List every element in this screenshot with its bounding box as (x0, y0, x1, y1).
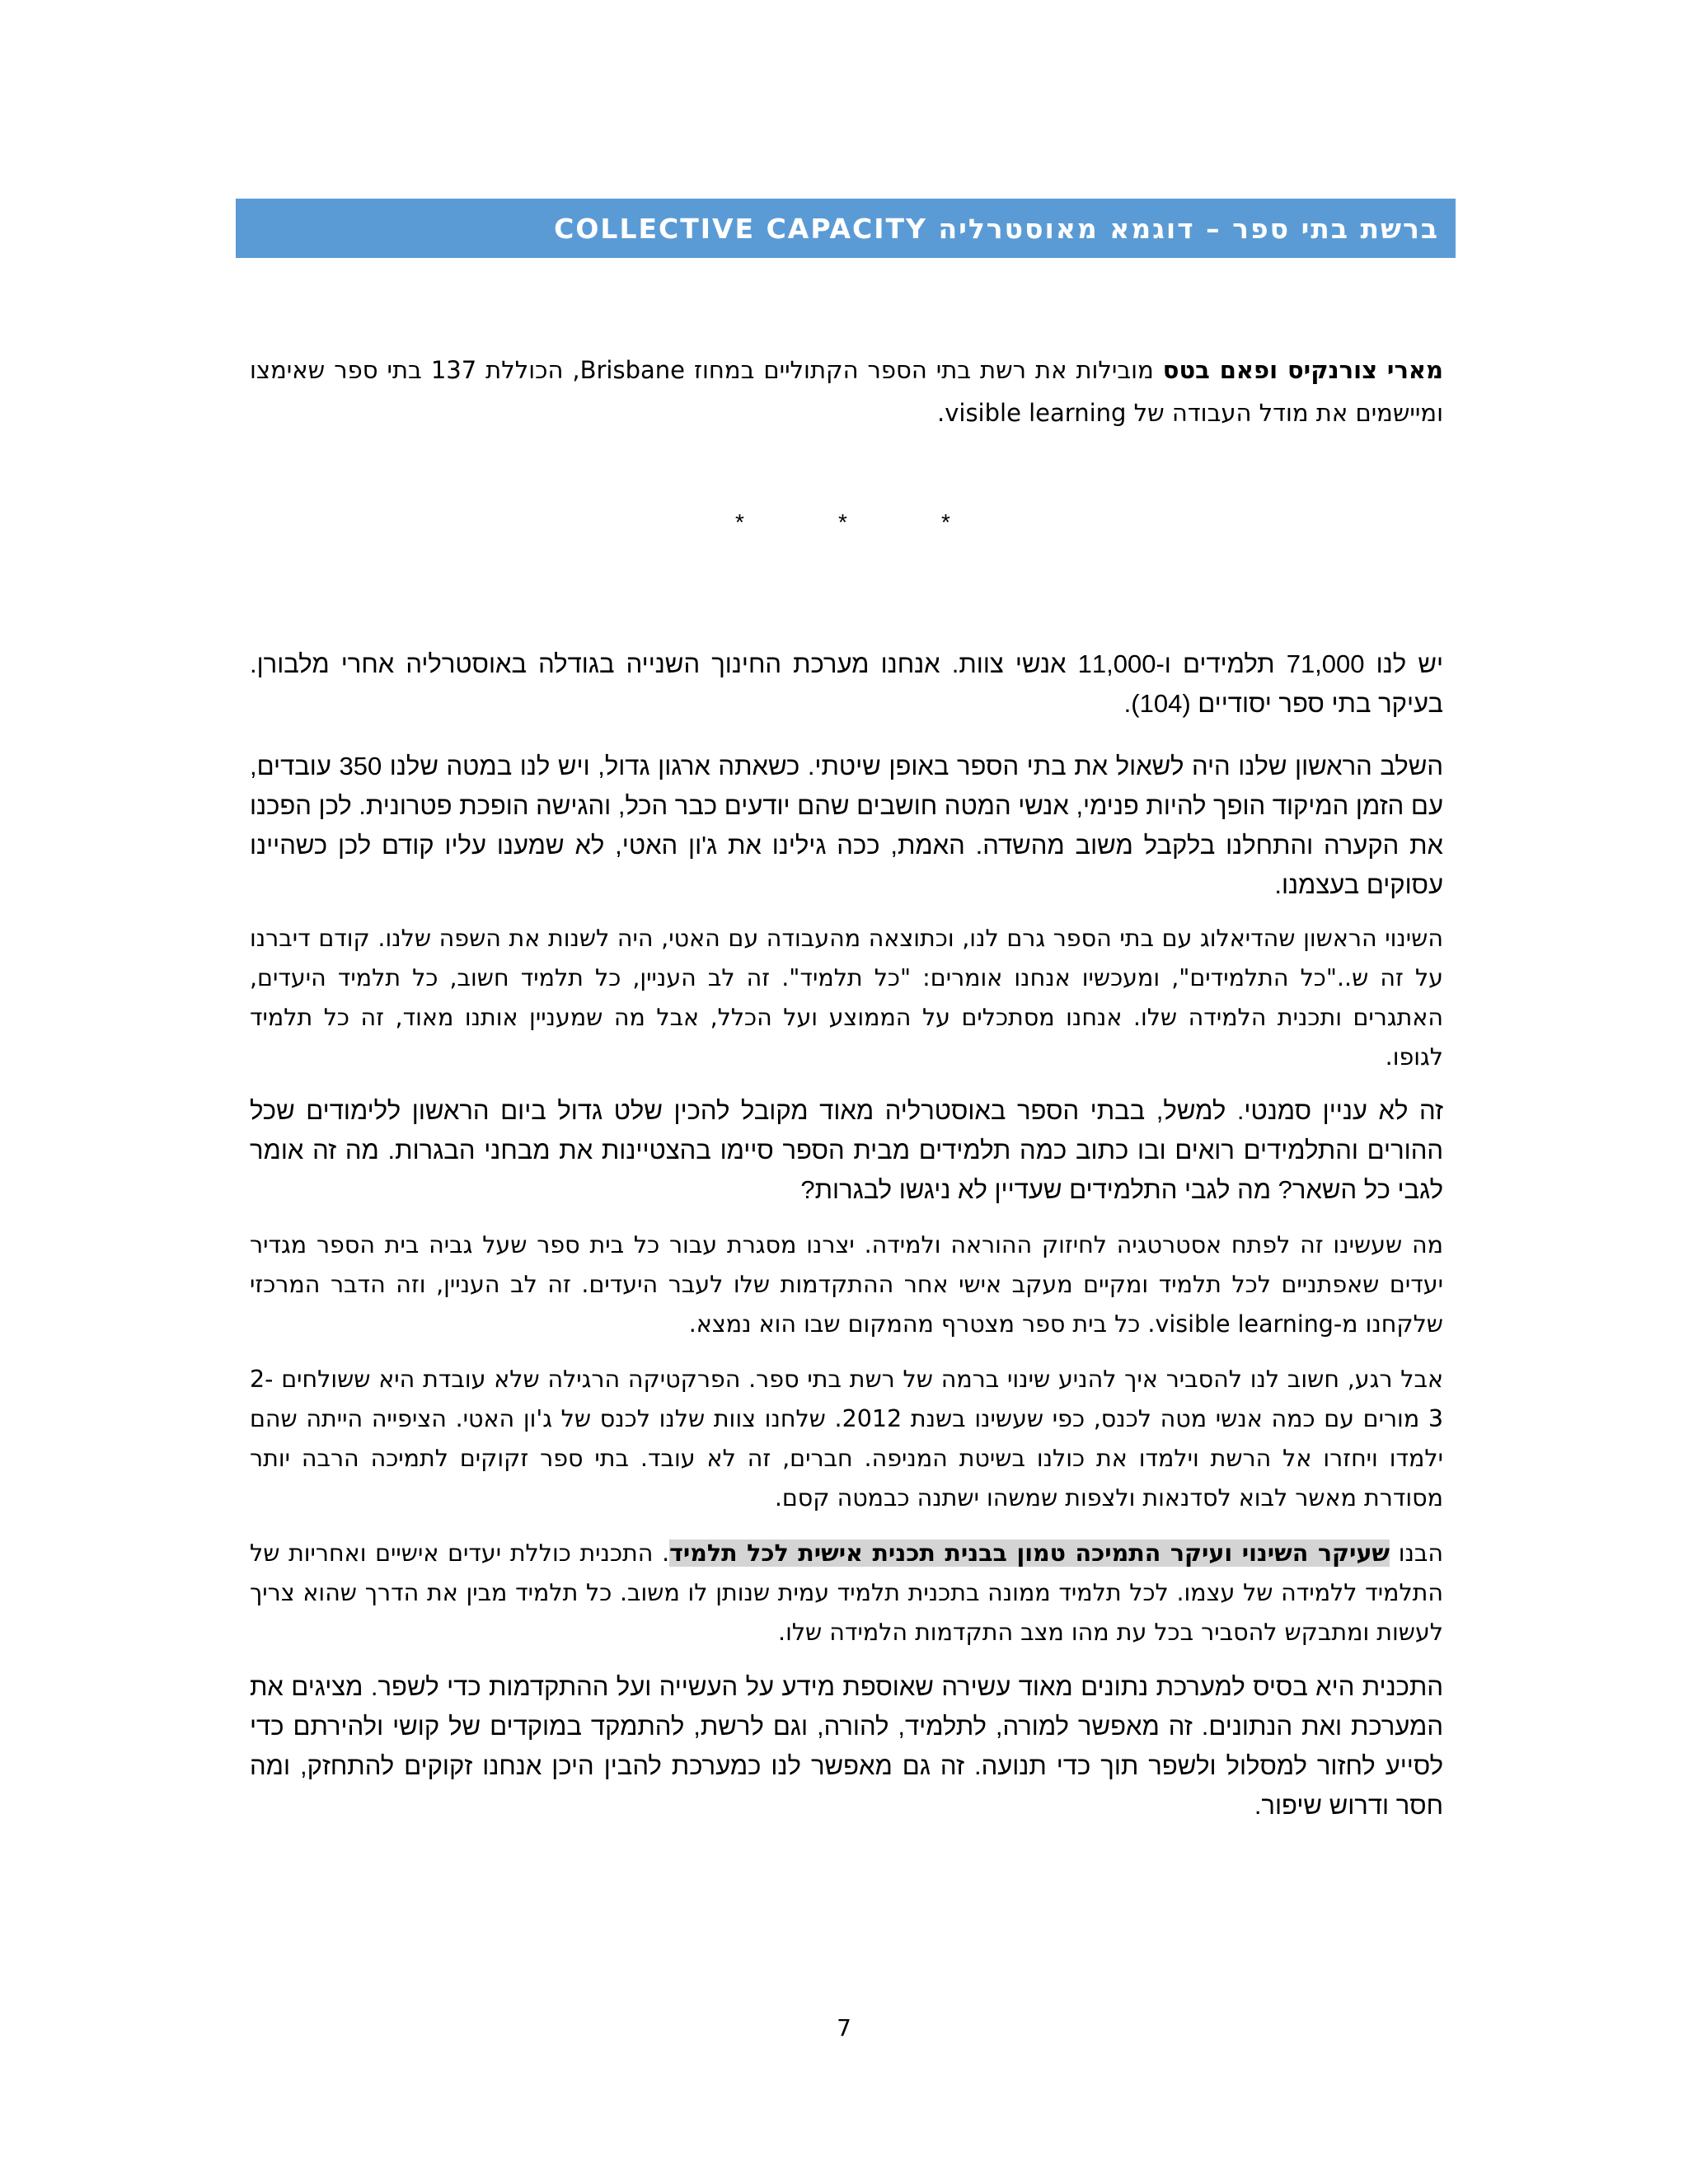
body-paragraph-7 (250, 1534, 1443, 1652)
body-paragraph-5: מה שעשינו זה לפתח אסטרטגיה לחיזוק ההוראה ולמידה. יצרנו מסגרת עבור כל בית ספר שעל גביה בית הספר מגדיר יעדים שאפתניים לכל תלמיד ומקיים מעקב אישי אחר ההתקדמות שלו לעבר היעדים. זה לב העניין, וזה הדבר המרכזי שלקחנו מ-visible learning. כל בית ספר מצטרף מהמקום שבו הוא נמצא. (250, 1231, 1443, 1338)
paragraph-7-lead: הבנו (1390, 1540, 1443, 1567)
separator-star: * (941, 509, 950, 535)
section-title: COLLECTIVE CAPACITY ברשת בתי ספר – דוגמא מאוסטרליה (554, 212, 1439, 245)
section-header-bar (236, 199, 1456, 258)
intro-paragraph (250, 349, 1443, 434)
section-separator (0, 509, 1688, 551)
body-paragraph-6: אבל רגע, חשוב לנו להסביר איך להניע שינוי ברמה של רשת בתי ספר. הפרקטיקה הרגילה שלא עובדת היא ששולחים 2-3 מורים עם כמה אנשי מטה לכנס, כפי שעשינו בשנת 2012. שלחנו צוות שלנו לכנס של ג'ון האטי. הציפייה הייתה שהם ילמדו ויחזרו אל הרשת וילמדו את כולנו בשיטת המניפה. חברים, זה לא עובד. בתי ספר זקוקים לתמיכה הרבה יותר מסודרת מאשר לבוא לסדנאות ולצפות שמשהו ישתנה כבמטה קסם. (250, 1366, 1444, 1511)
intro-text: מובילות את רשת בתי הספר הקתוליים במחוז Brisbane, הכוללת 137 בתי ספר שאימצו ומיישמים את מודל העבודה של visible learning. (250, 356, 1443, 427)
paragraph-7-rest: . התכנית כוללת יעדים אישיים ואחריות של התלמיד ללמידה של עצמו. לכל תלמיד ממונה בתכנית תלמיד עמית שנותן לו משוב. כל תלמיד מבין את הדרך שהוא צריך לעשות ומתבקש להסביר בכל עת מהו מצב התקדמות הלמידה שלו. (250, 1540, 1443, 1646)
separator-star: * (735, 509, 744, 535)
highlighted-key-sentence: שעיקר השינוי ועיקר התמיכה טמון בבנית תכנית אישית לכל תלמיד (669, 1540, 1390, 1567)
body-paragraph-8: התכנית היא בסיס למערכת נתונים מאוד עשירה שאוספת מידע על העשייה ועל ההתקדמות כדי לשפר. מציגים את המערכת ואת הנתונים. זה מאפשר למורה, לתלמיד, להורה, וגם לרשת, להתמקד במוקדים של קושי ולהירתם כדי לסייע לחזור למסלול ולשפר תוך כדי תנועה. זה גם מאפשר לנו כמערכת להבין היכן אנחנו זקוקים להתחזק, ומה חסר ודרוש שיפור. (250, 1672, 1443, 1820)
intro-authors: מארי צורנקיס ופאם בטס (1162, 356, 1443, 384)
body-paragraph-1: יש לנו 71,000 תלמידים ו-11,000 אנשי צוות. אנחנו מערכת החינוך השנייה בגודלה באוסטרליה אחרי מלבורן. בעיקר בתי ספר יסודיים (104). (250, 649, 1443, 718)
separator-star: * (838, 509, 847, 535)
body-paragraph-3: השינוי הראשון שהדיאלוג עם בתי הספר גרם לנו, וכתוצאה מהעבודה עם האטי, היה לשנות את השפה שלנו. קודם דיברנו על זה ש.."כל התלמידים", ומעכשיו אנחנו אומרים: "כל תלמיד". זה לב העניין, כל תלמיד חשוב, כל תלמיד היעדים, האתגרים ותכנית הלמידה שלו. אנחנו מסתכלים על הממוצע ועל הכלל, אבל מה שמעניין אותנו מאוד, זה כל תלמיד לגופו. (250, 925, 1443, 1071)
page-number: 7 (837, 2014, 851, 2041)
body-paragraph-2: השלב הראשון שלנו היה לשאול את בתי הספר באופן שיטתי. כשאתה ארגון גדול, ויש לנו במטה שלנו 350 עובדים, עם הזמן המיקוד הופך להיות פנימי, אנשי המטה חושבים שהם יודעים כבר הכל, והגישה הופכת פטרונית. לכן הפכנו את הקערה והתחלנו בלקבל משוב מהשדה. האמת, ככה גילינו את ג'ון האטי, לא שמענו עליו קודם לכן כשהיינו עסוקים בעצמנו. (250, 752, 1443, 899)
body-paragraph-4: זה לא עניין סמנטי. למשל, בבתי הספר באוסטרליה מאוד מקובל להכין שלט גדול ביום הראשון ללימודים שכל ההורים והתלמידים רואים ובו כתוב כמה תלמידים מבית הספר סיימו בהצטיינות את מבחני הבגרות. מה זה אומר לגבי כל השאר? מה לגבי התלמידים שעדיין לא ניגשו לבגרות? (250, 1096, 1443, 1204)
